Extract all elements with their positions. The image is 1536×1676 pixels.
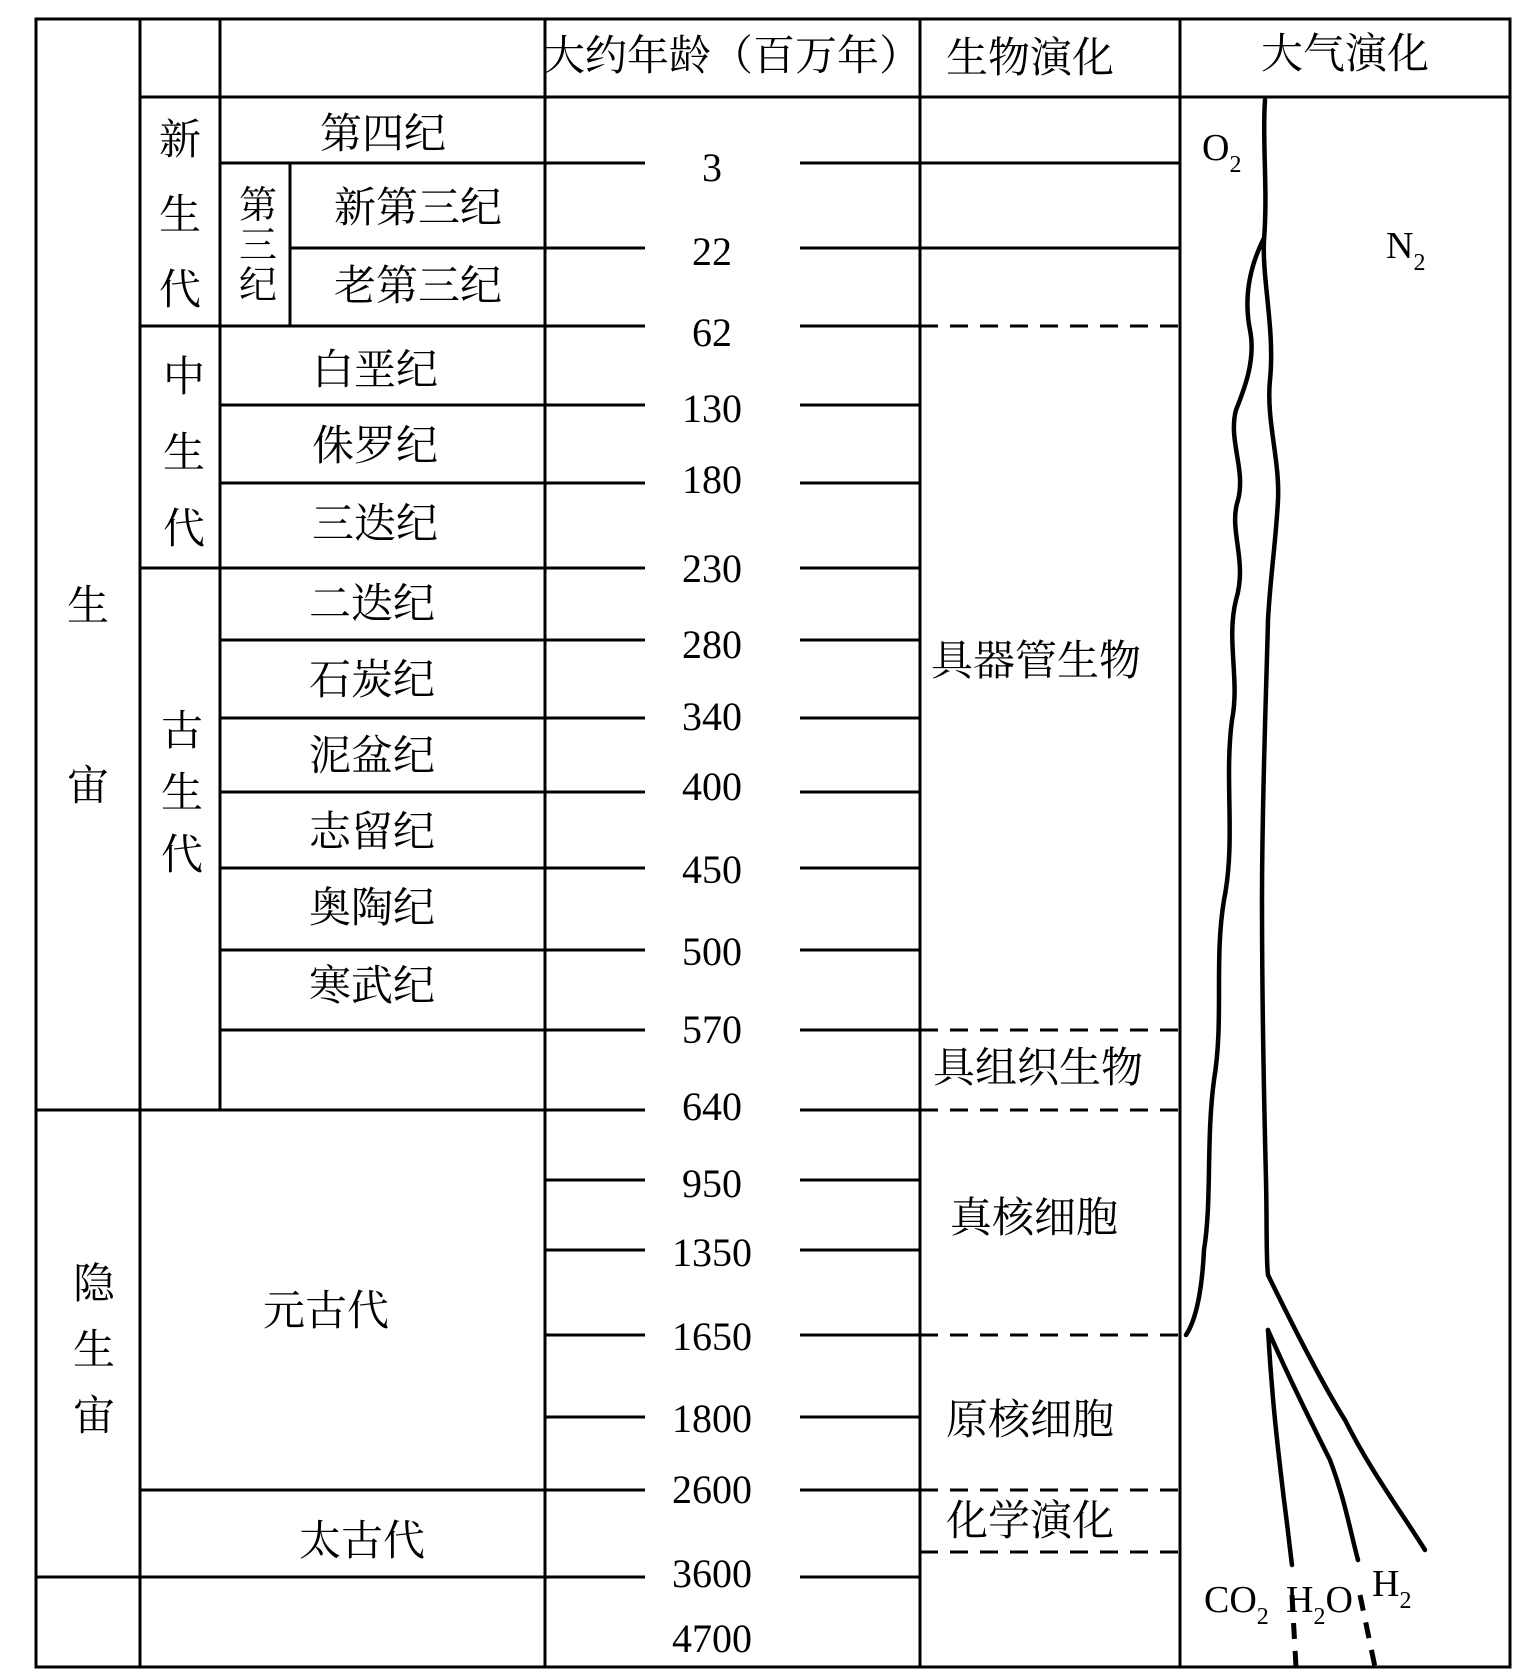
period-cambrian: 寒武纪	[308, 961, 436, 1010]
atmosphere-curves	[1186, 100, 1425, 1667]
age-label: 3	[702, 145, 722, 190]
period-silurian: 志留纪	[308, 807, 436, 856]
age-label: 640	[682, 1084, 742, 1129]
age-label: 180	[682, 457, 742, 502]
label-co2: $CO_2$	[1204, 1579, 1269, 1630]
label-o2: $O_2$	[1202, 127, 1242, 178]
era-archean: 太古代	[298, 1516, 426, 1565]
header-bio: 生物演化	[945, 33, 1115, 82]
age-label: 1350	[672, 1230, 752, 1275]
age-label: 340	[682, 694, 742, 739]
age-label: 280	[682, 622, 742, 667]
era-proterozoic: 元古代	[262, 1286, 390, 1335]
period-carboniferous: 石炭纪	[308, 655, 436, 704]
period-cretaceous: 白垩纪	[311, 345, 439, 394]
h2o-dash	[1360, 1595, 1375, 1667]
age-label: 4700	[672, 1616, 752, 1661]
label-h2o: $H_2O$	[1286, 1579, 1353, 1630]
period-jurassic: 侏罗纪	[311, 421, 439, 470]
age-label: 950	[682, 1161, 742, 1206]
o2-line	[1262, 100, 1278, 1275]
bio-prokaryote: 原核细胞	[945, 1395, 1115, 1444]
co2-line	[1268, 1330, 1292, 1565]
age-label: 2600	[672, 1467, 752, 1512]
age-label: 570	[682, 1007, 742, 1052]
eon-phanerozoic: 生宙	[66, 581, 110, 810]
age-label: 400	[682, 764, 742, 809]
period-permian: 二迭纪	[308, 579, 436, 628]
bio-tissue: 具组织生物	[932, 1043, 1144, 1092]
age-label: 1800	[672, 1396, 752, 1441]
bio-eukaryote: 真核细胞	[949, 1193, 1119, 1242]
period-devonian: 泥盆纪	[308, 731, 436, 780]
label-h2: $H_2$	[1372, 1563, 1412, 1614]
period-ordovician: 奥陶纪	[308, 883, 436, 932]
period-triassic: 三迭纪	[311, 499, 439, 548]
bio-chemical: 化学演化	[945, 1496, 1115, 1545]
age-label: 1650	[672, 1314, 752, 1359]
bio-organ: 具器管生物	[930, 636, 1142, 685]
eon-cryptozoic: 隐生宙	[72, 1259, 116, 1440]
label-n2: $N_2$	[1386, 225, 1426, 276]
age-label: 62	[692, 310, 732, 355]
n2-line	[1186, 238, 1264, 1335]
header-age: 大约年龄（百万年）	[542, 31, 922, 80]
age-ticks	[545, 163, 1180, 1577]
age-label: 3600	[672, 1551, 752, 1596]
subperiod-tertiary: 第三纪	[238, 183, 278, 307]
age-label: 22	[692, 229, 732, 274]
period-quaternary: 第四纪	[319, 109, 447, 158]
era-paleozoic: 古生代	[160, 706, 204, 879]
age-label: 500	[682, 929, 742, 974]
period-paleogene: 老第三纪	[333, 261, 503, 310]
age-label: 230	[682, 546, 742, 591]
age-label: 450	[682, 847, 742, 892]
header-atmo: 大气演化	[1260, 29, 1430, 78]
gas-labels	[1202, 127, 1425, 1630]
era-mesozoic: 中生代	[162, 352, 206, 553]
age-label: 130	[682, 386, 742, 431]
period-neogene: 新第三纪	[333, 183, 503, 232]
era-cenozoic: 新生代	[158, 115, 202, 314]
